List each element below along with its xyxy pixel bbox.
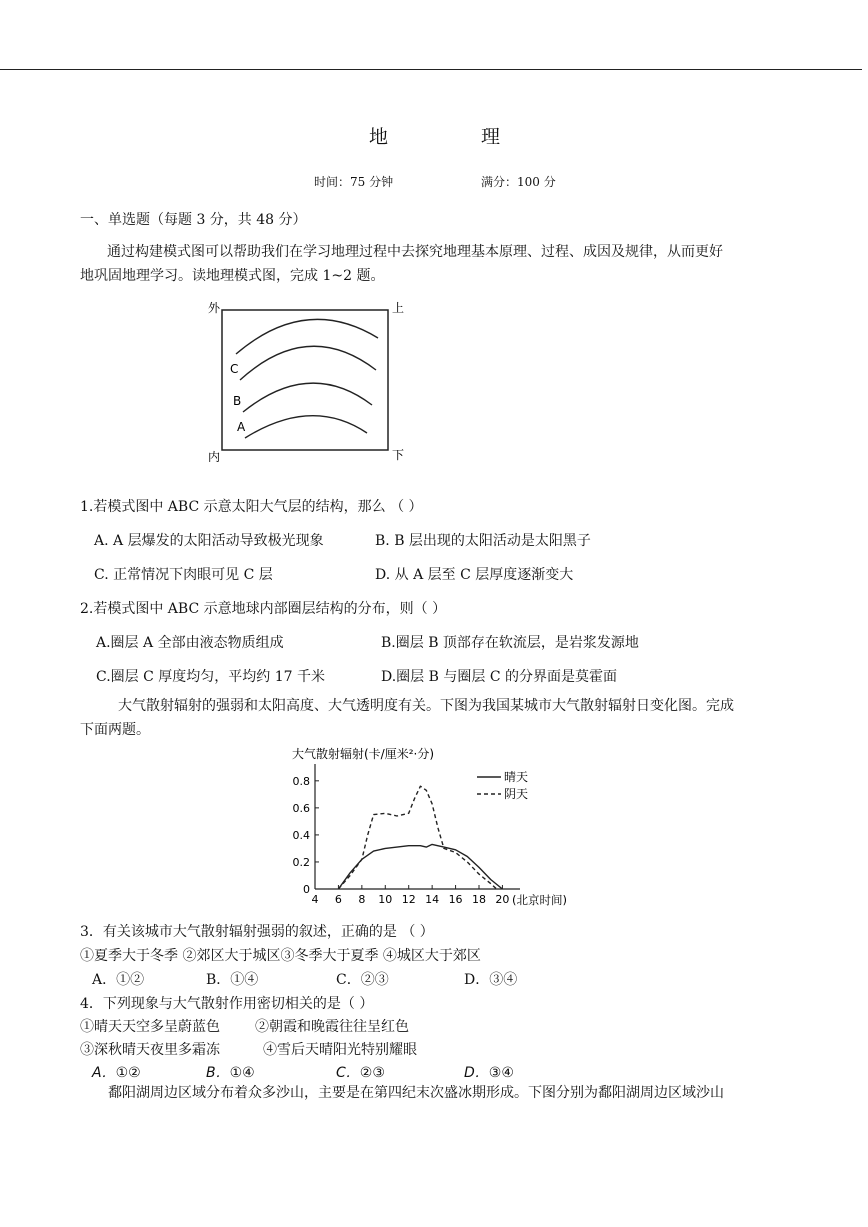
legend-label-sunny: 晴天 xyxy=(504,770,529,784)
q4-option-b: B．①④ xyxy=(206,1065,255,1081)
intro1-line2: 地巩固地理学习。读地理模式图，完成 1~2 题。 xyxy=(80,268,385,284)
x-tick-label-5: 14 xyxy=(425,893,440,906)
q2-option-a: A.圈层 A 全部由液态物质组成 xyxy=(96,635,284,651)
y-tick-label-1: 0.2 xyxy=(292,855,310,869)
model-arc-2 xyxy=(240,346,376,380)
x-tick-label-7: 18 xyxy=(472,893,486,906)
x-tick-label-4: 12 xyxy=(401,893,416,906)
q4-statement-2: ②朝霞和晚霞往往呈红色 xyxy=(255,1019,409,1035)
model-arc-1 xyxy=(236,319,378,354)
model-diagram-frame xyxy=(222,310,388,450)
x-tick-label-8: 20 xyxy=(495,893,510,906)
x-tick-label-1: 6 xyxy=(334,893,342,906)
model-arc-3 xyxy=(243,383,372,412)
intro1-line1: 通过构建模式图可以帮助我们在学习地理过程中去探究地理基本原理、过程、成因及规律，从而更好 xyxy=(107,244,723,260)
q1-option-c: C. 正常情况下肉眼可见 C 层 xyxy=(94,567,273,583)
x-tick-label-3: 10 xyxy=(378,893,393,906)
q4-statement-1: ①晴天天空多呈蔚蓝色 xyxy=(80,1019,220,1035)
q2-option-b: B.圈层 B 顶部存在软流层，是岩浆发源地 xyxy=(381,635,639,651)
exam-full-score: 满分：100 分 xyxy=(481,175,556,189)
chart-xlabel: (北京时间) xyxy=(512,893,567,907)
q2-stem: 2.若模式图中 ABC 示意地球内部圈层结构的分布，则（ ） xyxy=(80,601,447,617)
x-tick-label-6: 16 xyxy=(448,893,463,906)
model-corner-inner: 内 xyxy=(208,450,221,464)
q3-option-c: C．②③ xyxy=(336,972,389,988)
q4-statement-3: ③深秋晴天夜里多霜冻 xyxy=(80,1042,220,1058)
q4-option-c: C．②③ xyxy=(336,1065,385,1081)
model-arc-4 xyxy=(245,416,367,438)
x-tick-label-2: 8 xyxy=(358,893,366,906)
q4-statement-4: ④雪后天晴阳光特别耀眼 xyxy=(263,1042,417,1058)
intro2-line1: 大气散射辐射的强弱和太阳高度、大气透明度有关。下图为我国某城市大气散射辐射日变化图。完成 xyxy=(118,698,734,714)
series-line-sunny xyxy=(338,844,502,889)
y-tick-label-3: 0.6 xyxy=(292,801,310,815)
q3-statements: ①夏季大于冬季 ②郊区大于城区③冬季大于夏季 ④城区大于郊区 xyxy=(80,948,481,964)
q3-option-b: B．①④ xyxy=(206,972,259,988)
q4-option-d: D．③④ xyxy=(464,1065,514,1081)
header-rule xyxy=(0,69,862,70)
q1-option-b: B. B 层出现的太阳活动是太阳黑子 xyxy=(375,533,591,549)
q2-option-c: C.圈层 C 厚度均匀，平均约 17 千米 xyxy=(96,669,325,685)
y-tick-label-0: 0 xyxy=(303,883,310,896)
model-corner-down: 下 xyxy=(392,448,405,462)
q3-stem: 3．有关该城市大气散射辐射强弱的叙述，正确的是 （ ） xyxy=(80,924,434,940)
page-title-char-2: 理 xyxy=(481,126,501,148)
model-diagram xyxy=(200,296,415,468)
q3-option-a: A．①② xyxy=(92,972,145,988)
page-title-char-1: 地 xyxy=(369,126,389,148)
q1-option-d: D. 从 A 层至 C 层厚度逐渐变大 xyxy=(375,567,574,583)
series-line-cloudy xyxy=(338,786,496,889)
model-corner-outer: 外 xyxy=(208,301,221,315)
q2-option-d: D.圈层 B 与圈层 C 的分界面是莫霍面 xyxy=(381,669,617,685)
q4-stem: 4．下列现象与大气散射作用密切相关的是（ ） xyxy=(80,996,374,1012)
q1-stem: 1.若模式图中 ABC 示意太阳大气层的结构，那么 （ ） xyxy=(80,499,423,515)
model-corner-up: 上 xyxy=(392,301,405,315)
y-tick-label-4: 0.8 xyxy=(292,774,310,788)
intro2-line2: 下面两题。 xyxy=(80,722,150,738)
model-label-b: B xyxy=(233,394,242,408)
intro3-line1: 鄱阳湖周边区域分布着众多沙山，主要是在第四纪末次盛冰期形成。下图分别为鄱阳湖周边区域沙山 xyxy=(108,1085,724,1101)
scattered-radiation-chart xyxy=(280,742,586,912)
chart-ylabel: 大气散射辐射(卡/厘米²·分) xyxy=(292,747,435,761)
model-label-a: A xyxy=(237,420,246,434)
model-label-c: C xyxy=(230,362,239,376)
legend-label-cloudy: 阴天 xyxy=(504,787,529,801)
x-tick-label-0: 4 xyxy=(311,893,319,906)
q1-option-a: A. A 层爆发的太阳活动导致极光现象 xyxy=(94,533,324,549)
exam-time: 时间：75 分钟 xyxy=(314,175,394,189)
y-tick-label-2: 0.4 xyxy=(292,828,310,842)
q3-option-d: D．③④ xyxy=(464,972,518,988)
q4-option-a: A．①② xyxy=(92,1065,141,1081)
section-heading: 一、单选题（每题 3 分，共 48 分） xyxy=(80,212,307,228)
